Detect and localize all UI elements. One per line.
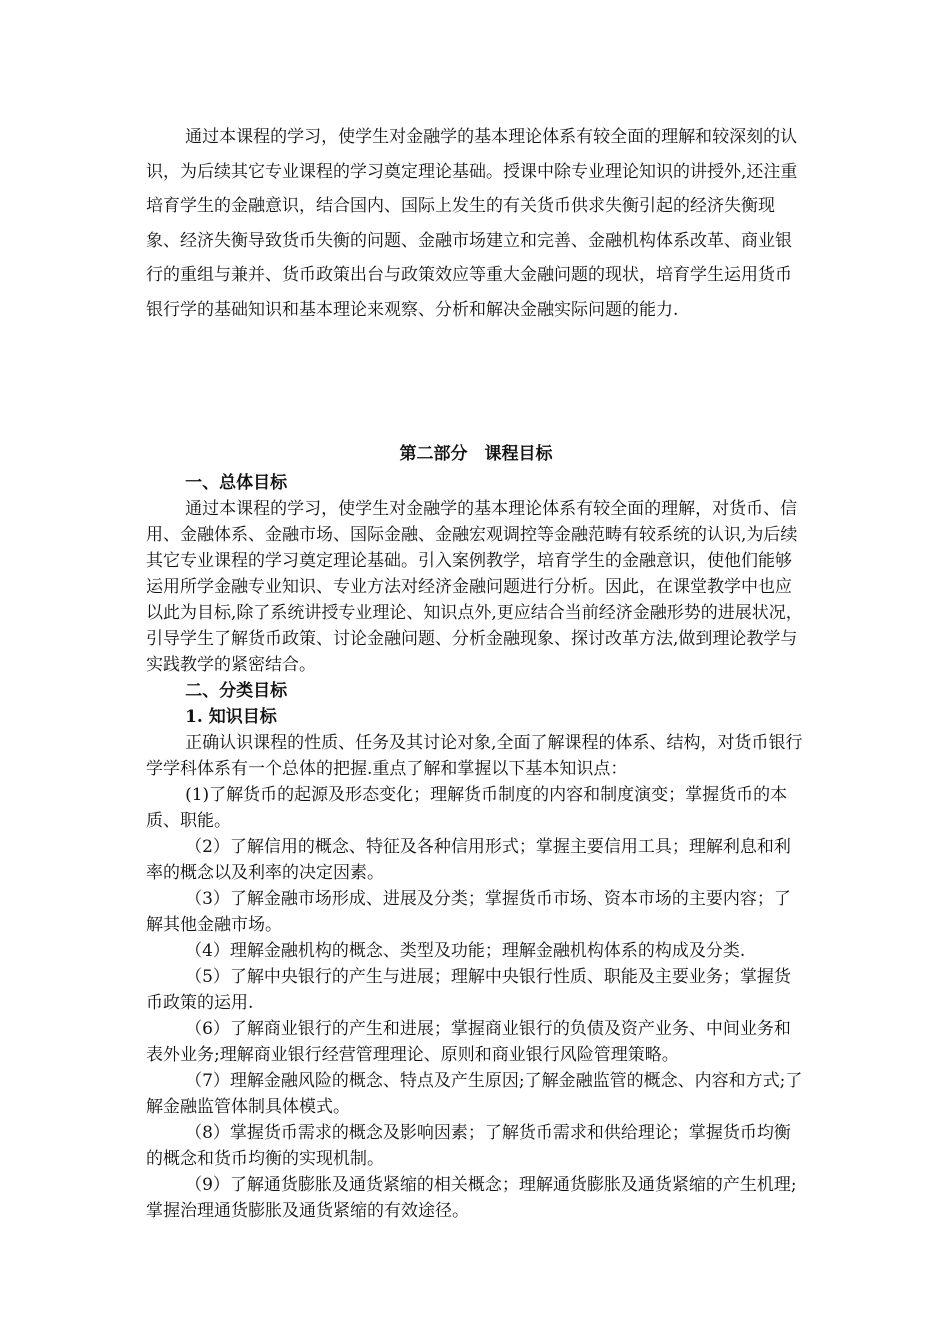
knowledge-point: （5）了解中央银行的产生与进展；理解中央银行性质、职能及主要业务；掌握货币政策的运用.: [146, 967, 791, 1013]
knowledge-point: (1)了解货币的起源及形态变化；理解货币制度的内容和制度演变；掌握货币的本质、职能。: [146, 785, 788, 831]
intro-paragraph: 通过本课程的学习，使学生对金融学的基本理论体系有较全面的理解和较深刻的认识，为后续其它专业课程的学习奠定理论基础。授课中除专业理论知识的讲授外,还注重培育学生的金融意识，结合国内、国际上发生的有关货币供求失衡引起的经济失衡现象、经济失衡导致货币失衡的问题、金融市场建立和完善、金融机构体系改革、商业银行的重组与兼并、货币政策出台与政策效应等重大金融问题的现状，培育学生运用货币银行学的基础知识和基本理论来观察、分析和解决金融实际问题的能力.: [146, 127, 798, 320]
subsection-heading-knowledge: 1. 知识目标: [185, 707, 277, 727]
section-heading-categorized: 二、分类目标: [185, 681, 288, 701]
knowledge-point: （8）掌握货币需求的概念及影响因素；了解货币需求和供给理论；掌握货币均衡的概念和货币均衡的实现机制。: [146, 1123, 791, 1169]
knowledge-point: （3）了解金融市场形成、进展及分类；掌握货币市场、资本市场的主要内容；了解其他金融市场。: [146, 889, 791, 935]
course-objectives-section: [146, 441, 806, 1224]
section-heading-overall: 一、总体目标: [185, 473, 288, 493]
knowledge-point: （9）了解通货膨胀及通货紧缩的相关概念；理解通货膨胀及通货紧缩的产生机理;掌握治理通货膨胀及通货紧缩的有效途径。: [146, 1175, 797, 1221]
part-title: 第二部分 课程目标: [399, 444, 553, 464]
knowledge-point: （4）理解金融机构的概念、类型及功能；理解金融机构体系的构成及分类.: [185, 941, 746, 961]
knowledge-point: （6）了解商业银行的产生和进展；掌握商业银行的负债及资产业务、中间业务和表外业务;理解商业银行经营管理理论、原则和商业银行风险管理策略。: [146, 1019, 791, 1065]
knowledge-point: （7）理解金融风险的概念、特点及产生原因;了解金融监管的概念、内容和方式;了解金融监管体制具体模式。: [146, 1071, 803, 1117]
knowledge-goal-paragraph: 正确认识课程的性质、任务及其讨论对象,全面了解课程的体系、结构，对货币银行学学科体系有一个总体的把握.重点了解和掌握以下基本知识点：: [146, 733, 803, 779]
knowledge-point: （2）了解信用的概念、特征及各种信用形式；掌握主要信用工具；理解利息和利率的概念以及利率的决定因素。: [146, 837, 791, 883]
overall-goal-paragraph: 通过本课程的学习，使学生对金融学的基本理论体系有较全面的理解，对货币、信用、金融体系、金融市场、国际金融、金融宏观调控等金融范畴有较系统的认识,为后续其它专业课程的学习奠定理论基础。引入案例教学，培育学生的金融意识，使他们能够运用所学金融专业知识、专业方法对经济金融问题进行分析。因此，在课堂教学中也应以此为目标,除了系统讲授专业理论、知识点外,更应结合当前经济金融形势的进展状况，引导学生了解货币政策、讨论金融问题、分析金融现象、探讨改革方法,做到理论教学与实践教学的紧密结合。: [146, 499, 803, 675]
